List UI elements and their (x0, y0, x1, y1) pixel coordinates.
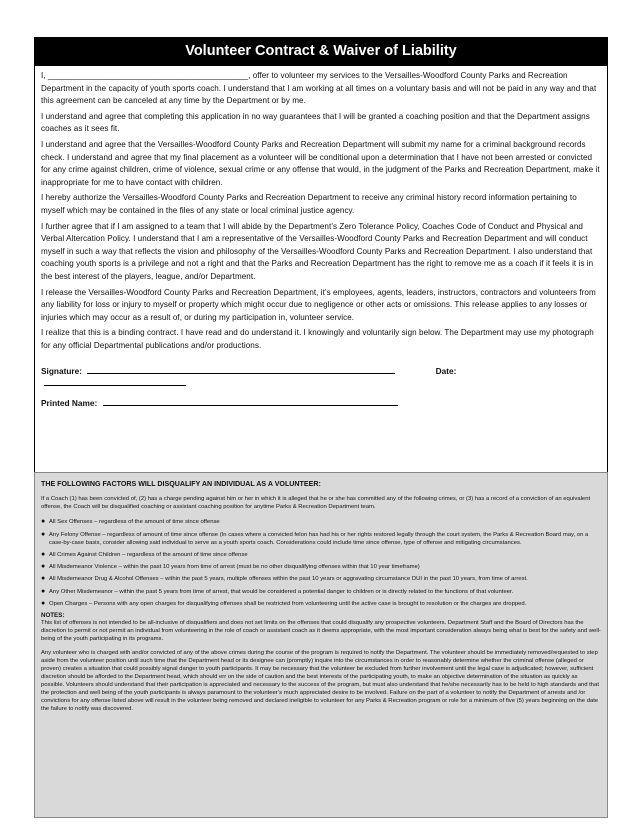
signature-row (41, 364, 601, 378)
contract-page (34, 37, 608, 481)
bullet-icon: ● (41, 599, 46, 607)
factor-item: ● Any Other Misdemeanor – within the past 5 years from time of arrest, that would be considered a potential danger to children or is directly related to the functions of that volunteer. (41, 587, 514, 595)
notes-heading: NOTES: (41, 612, 65, 620)
contract-section (34, 66, 608, 481)
date-line[interactable] (44, 376, 186, 386)
factors-heading: THE FOLLOWING FACTORS WILL DISQUALIFY AN INDIVIDUAL AS A VOLUNTEER: (41, 480, 321, 488)
contract-paragraph-offer: I, ____________________________________________, offer to volunteer my services to the Versailles-Woodford County Parks and Recreation Department in the capacity of youth sports coach. I understand that I am working at all times on a voluntary basis and will not be paid in any way and that this agreement can be canceled at any time by the Department or by me. (41, 71, 597, 106)
bullet-icon: ● (41, 518, 46, 526)
factor-item: ● All Sex Offenses – regardless of the amount of time since offense (41, 518, 220, 526)
notes-paragraph-scope: This list of offenses is not intended to be all-inclusive of disqualifiers and does not set limits on the offenses that could disqualify any prospective volunteers. Department Staff and the Board of Directors has the discretion to permit or not permit an individual from volunteering in the role of coach or assistant coach as it deems appropriate, with the most important consideration always being what is best for the safety and well-being of the youth participating in its programs. (41, 620, 601, 643)
signature-line[interactable] (87, 364, 395, 374)
contract-paragraph-conduct: I further agree that if I am assigned to a team that I will abide by the Department’s Zero Tolerance Policy, Coaches Code of Conduct and Physical and Verbal Altercation Policy. I understand that I am a representative of the Versailles-Woodford County Parks and Recreation Department and will conduct myself in such a way that reflects the vision and philosophy of the Versailles-Woodford County Parks and Recreation Department. I also understand that coaching youth sports is a privilege and not a right and that the Parks and Recreation Department has the right to remove me as a coach if it feels it is in the best interest of the players, league, and/or Department. (41, 221, 594, 281)
factor-item: ● Any Felony Offense – regardless of amount of time since offense (In cases where a convicted felon has had his or her rights restored legally through the court system, the Parks & Recreation Board may, on a case-by-case basis, consider allowing said individual to serve as a youth sports coach. Considerations could include time since offense, type of offense and mitigating circumstances. (41, 530, 589, 546)
contract-paragraph-release: I release the Versailles-Woodford County Parks and Recreation Department, it’s employees, agents, leaders, instructors, contractors and volunteers from any liability for loss or injury to myself or property which might occur due to negligence or other acts or omissions. This release applies to any losses or injuries which may occur as a result of, or during my participation in, volunteer service. (41, 287, 596, 322)
notes-paragraph-notification: Any volunteer who is charged with and/or convicted of any of the above crimes during the course of the program is required to notify the Department. The volunteer should be immediately removed/requested to step aside from the volunteer position until such time that the Department head or its designee can (promptly) inquire into the circumstances in order to reasonably determine whether the criminal offense (alleged or proven) creates a situation that could possibly signal danger to youth participants. It may be necessary that the volunteer be excluded from further involvement until the legal case is adjudicated; however, sufficient discretion should be afforded to the Department head, which should err on the side of caution and the best interests of the participating youth, to make an objective determination of the situation as quickly as possible. Volunteers should understand that their participation is appreciated and necessary to the success of the program, but must also understand that he/she necessarily has to be held to high standards and that the protection and well being of the youth participants is always paramount to the volunteer’s much appreciated desire to be involved. Failure on the part of a volunteer to notify the Department of arrests and /or convictions for any offense listed above will result in the volunteer being removed and declared ineligible to volunteer for any Parks & Recreation program or role for a minimum of five (5) years beginning on the date the failure to notify was discovered. (41, 650, 599, 713)
printed-name-label: Printed Name: (41, 398, 98, 409)
factors-intro: If a Coach (1) has been convicted of, (2) has a charge pending against him or her in which it is alleged that he or she has committed any of the following crimes, or (3) has a record of a conviction of an equivalent offense, the Coach will be disqualified coaching or assistant coaching position for anytime Parks & Recreation Department team. (41, 496, 591, 511)
contract-paragraph-binding: I realize that this is a binding contract. I have read and do understand it. I knowingly and voluntarily sign below. The Department may use my photograph for any official Departmental publications and/or productions. (41, 328, 594, 350)
date-label: Date: (435, 366, 457, 377)
contract-paragraph-authorization: I hereby authorize the Versailles-Woodford County Parks and Recreation Department to receive any criminal history record information pertaining to myself which may be contained in the files of any state or local criminal justice agency. (41, 193, 577, 215)
bullet-icon: ● (41, 551, 46, 559)
printed-name-row (41, 396, 601, 410)
disqualifying-factors-section (34, 472, 608, 818)
factor-item: ● All Crimes Against Children – regardless of the amount of time since offense (41, 551, 248, 559)
signature-label: Signature: (41, 366, 83, 377)
factor-item: ● All Misdemeanor Drug & Alcohol Offenses – within the past 5 years, multiple offenses within the past 10 years or aggravating circumstance DUI in the past 10 years, from time of arrest. (41, 575, 528, 583)
bullet-icon: ● (41, 587, 46, 595)
contract-paragraph-background-check: I understand and agree that the Versailles-Woodford County Parks and Recreation Department will submit my name for a criminal background records check. I understand and agree that my final placement as a volunteer will be conditional upon a determination that I have not been arrested or convicted for any crime against children, crime of violence, sexual crime or any offense that would, in the judgment of the Parks and Recreation Department, make it inappropriate for me to have contact with children. (41, 139, 600, 187)
factor-item: ● Open Charges – Persons with any open charges for disqualifying offenses shall be restricted from volunteering until the active case is brought to resolution or the charges are dropped. (41, 599, 527, 607)
factors-list (41, 518, 601, 608)
bullet-icon: ● (41, 563, 46, 571)
printed-name-line[interactable] (103, 396, 398, 406)
bullet-icon: ● (41, 530, 46, 538)
document-title: Volunteer Contract & Waiver of Liability (34, 37, 608, 66)
contract-paragraph-guarantee: I understand and agree that completing this application in no way guarantees that I will be granted a coaching position and that the Department assigns coaches as it sees fit. (41, 111, 590, 134)
factor-item: ● All Misdemeanor Violence – within the past 10 years from time of arrest (must be no other disqualifying offenses within that 10 year timeframe) (41, 563, 420, 571)
bullet-icon: ● (41, 575, 46, 583)
